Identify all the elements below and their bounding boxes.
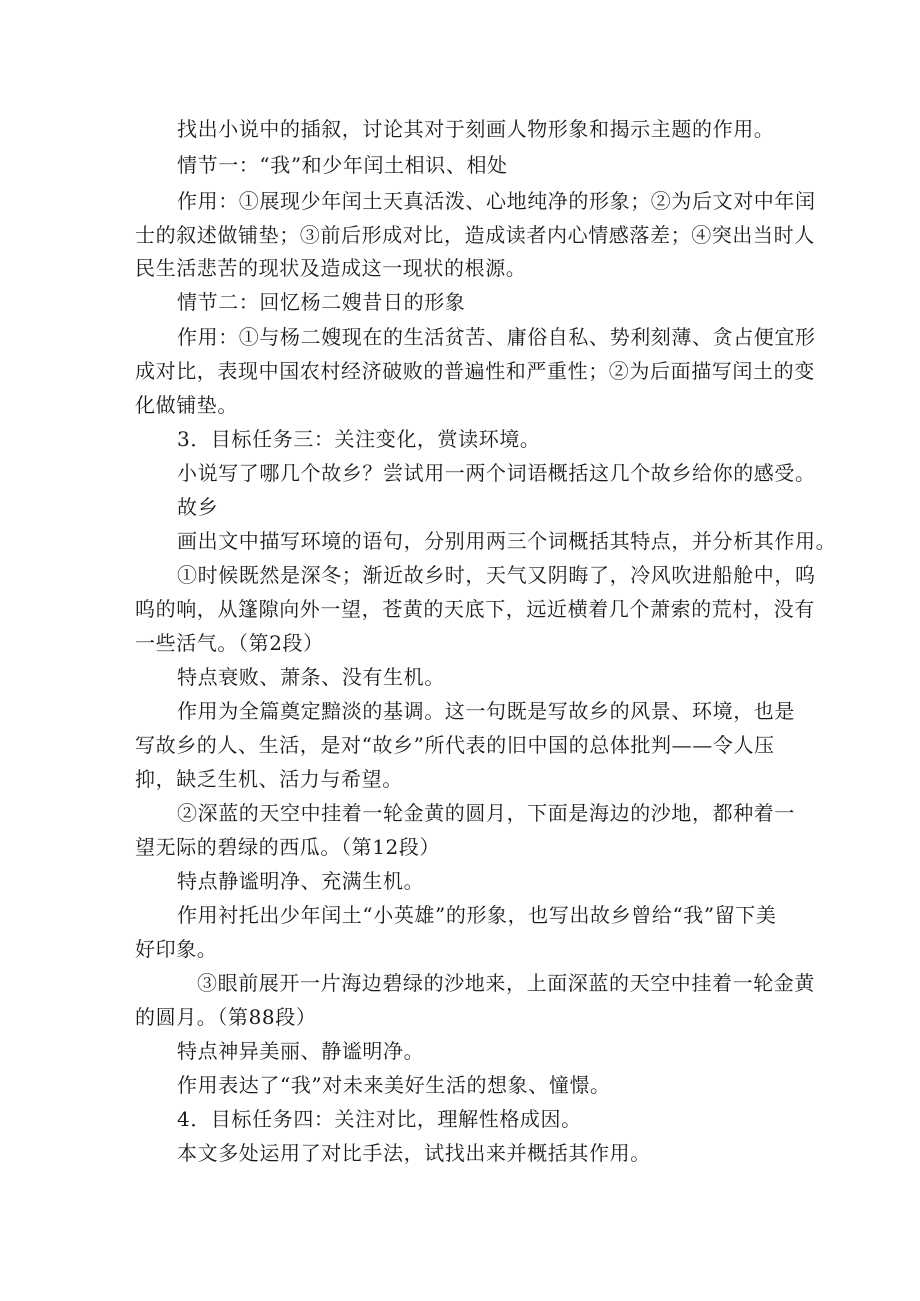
paragraph-line: ③眼前展开一片海边碧绿的沙地来，上面深蓝的天空中挂着一轮金黄: [197, 971, 815, 995]
task-three-heading: 3．目标任务三：关注变化，赏读环境。: [177, 427, 541, 451]
paragraph-line: 士的叙述做铺垫；③前后形成对比，造成读者内心情感落差；④突出当时人: [135, 223, 815, 247]
paragraph-line: ②深蓝的天空中挂着一轮金黄的圆月，下面是海边的沙地，都种着一: [177, 801, 795, 825]
paragraph-line: 写故乡的人、生活，是对“故乡”所代表的旧中国的总体批判——令人压: [135, 733, 775, 757]
paragraph-line: 特点神异美丽、静谧明净。: [177, 1039, 425, 1063]
paragraph-line: 的圆月。（第88段）: [135, 1005, 317, 1029]
paragraph-line: 故乡: [177, 495, 219, 519]
paragraph-line: 作用：①与杨二嫂现在的生活贫苦、庸俗自私、势利刻薄、贪占便宜形: [177, 325, 816, 349]
paragraph-line: 小说写了哪几个故乡？尝试用一两个词语概括这几个故乡给你的感受。: [177, 461, 816, 485]
paragraph-line: 抑，缺乏生机、活力与希望。: [135, 767, 403, 791]
heading-plot-two: 情节二：回忆杨二嫂昔日的形象: [177, 290, 466, 314]
paragraph-line: 好印象。: [135, 937, 218, 961]
paragraph-line: 作用衬托出少年闰土“小英雄”的形象，也写出故乡曾给“我”留下美: [177, 903, 777, 927]
paragraph-line: 化做铺垫。: [135, 393, 238, 417]
paragraph-line: 特点衰败、萧条、没有生机。: [177, 665, 445, 689]
paragraph-line: 望无际的碧绿的西瓜。（第12段）: [135, 835, 441, 859]
paragraph-line: 找出小说中的插叙，讨论其对于刻画人物形象和揭示主题的作用。: [177, 117, 775, 141]
heading-plot-one: 情节一：“我”和少年闰土相识、相处: [177, 153, 508, 177]
paragraph-line: 作用：①展现少年闰土天真活泼、心地纯净的形象；②为后文对中年闰: [177, 189, 816, 213]
paragraph-line: ①时候既然是深冬；渐近故乡时，天气又阴晦了，冷风吹进船舱中，呜: [177, 563, 816, 587]
paragraph-line: 民生活悲苦的现状及造成这一现状的根源。: [135, 256, 527, 280]
task-four-heading: 4．目标任务四：关注对比，理解性格成因。: [177, 1107, 582, 1131]
paragraph-line: 画出文中描写环境的语句，分别用两三个词概括其特点，并分析其作用。: [177, 529, 837, 553]
paragraph-line: 作用表达了“我”对未来美好生活的想象、憧憬。: [177, 1073, 611, 1097]
paragraph-line: 特点静谧明净、充满生机。: [177, 869, 425, 893]
paragraph-line: 作用为全篇奠定黯淡的基调。这一句既是写故乡的风景、环境，也是: [177, 699, 795, 723]
paragraph-line: 呜的响，从篷隙向外一望，苍黄的天底下，远近横着几个萧索的荒村，没有: [135, 597, 815, 621]
paragraph-line: 一些活气。（第2段）: [135, 631, 324, 655]
paragraph-line: 成对比，表现中国农村经济破败的普遍性和严重性；②为后面描写闰土的变: [135, 359, 815, 383]
paragraph-line: 本文多处运用了对比手法，试找出来并概括其作用。: [177, 1141, 651, 1165]
